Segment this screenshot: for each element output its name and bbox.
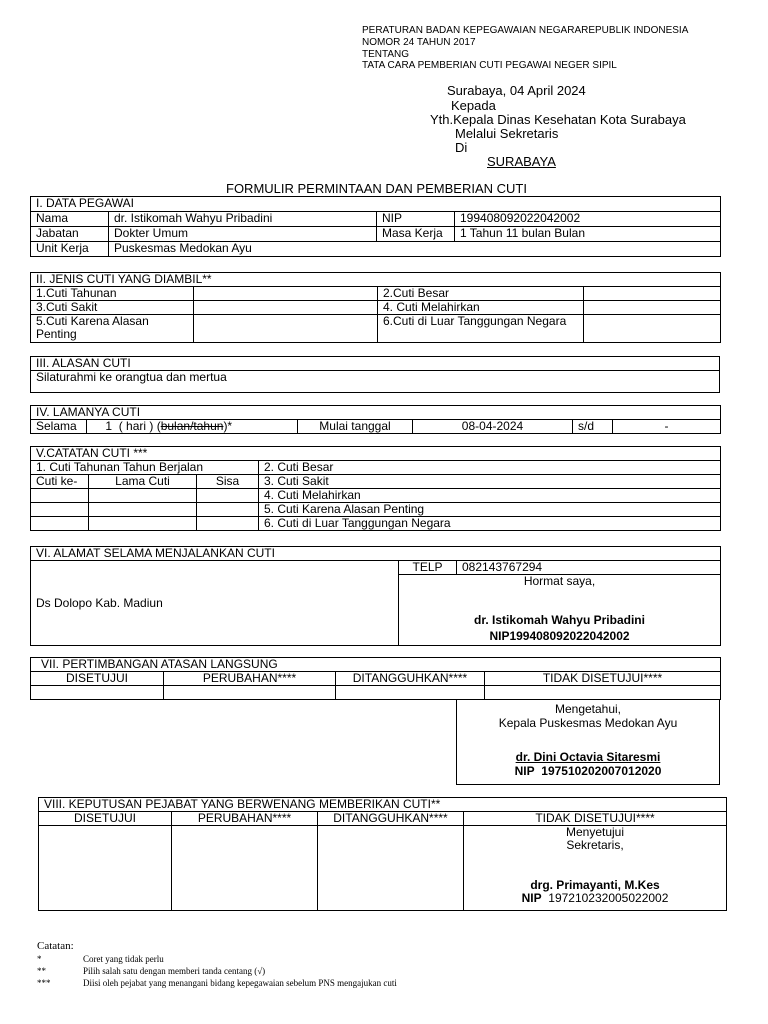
section-alasan-cuti: [30, 356, 720, 393]
note-mark: **: [37, 966, 46, 976]
leave-type: 5.Cuti Karena Alasan Penting: [31, 315, 194, 343]
column-header: DITANGGUHKAN****: [318, 812, 464, 826]
regulation-line-4: TATA CARA PEMBERIAN CUTI PEGAWAI NEGER SIPIL: [362, 60, 617, 71]
signer-name: drg. Primayanti, M.Kes: [530, 878, 660, 892]
section-keputusan-pejabat: [38, 797, 727, 911]
section-alamat: [30, 546, 721, 646]
section-catatan-cuti: [30, 446, 721, 531]
nip-label: NIP: [514, 764, 535, 778]
approve: Menyetujui: [565, 825, 625, 839]
leave-type-check[interactable]: [194, 287, 378, 301]
section-pertimbangan-atasan: [30, 657, 721, 700]
leave-type: 4. Cuti Melahirkan: [378, 301, 584, 315]
employee-nip: 199408092022042002: [455, 212, 721, 227]
column-header: PERUBAHAN****: [164, 672, 336, 686]
signer-nip: NIP199408092022042002: [489, 629, 630, 643]
field-label: Unit Kerja: [31, 242, 109, 257]
regulation-line-2: NOMOR 24 TAHUN 2017: [362, 37, 476, 48]
signer-name: dr. Dini Octavia Sitaresmi: [515, 750, 661, 764]
blank-cell: [31, 503, 89, 517]
start-date: 08-04-2024: [413, 420, 573, 434]
regulation-line-1: PERATURAN BADAN KEPEGAWAIAN NEGARAREPUBLIK INDONESIA: [362, 25, 689, 36]
employee-name: dr. Istikomah Wahyu Pribadini: [109, 212, 377, 227]
letter-via: Melalui Sekretaris: [455, 126, 559, 141]
leave-type-check[interactable]: [194, 301, 378, 315]
letter-place-date: Surabaya, 04 April 2024: [447, 83, 586, 98]
column-header: Lama Cuti: [89, 475, 197, 489]
signature-block: [399, 575, 721, 646]
phone-label: TELP: [399, 561, 457, 575]
field-label: Masa Kerja: [377, 227, 455, 242]
letter-city: SURABAYA: [487, 154, 556, 169]
blank-cell: [89, 503, 197, 517]
leave-type-check[interactable]: [194, 315, 378, 343]
leave-type: 3.Cuti Sakit: [31, 301, 194, 315]
notes-title: Catatan:: [37, 940, 74, 952]
decision-cell[interactable]: [172, 826, 318, 911]
leave-note: 3. Cuti Sakit: [259, 475, 721, 489]
leave-note: 5. Cuti Karena Alasan Penting: [259, 503, 721, 517]
column-header: DITANGGUHKAN****: [336, 672, 485, 686]
blank-cell: [197, 503, 259, 517]
section-title: VI. ALAMAT SELAMA MENJALANKAN CUTI: [31, 547, 721, 561]
until-label: s/d: [573, 420, 613, 434]
nip-value: 197210232005022002: [548, 891, 669, 905]
section-title: III. ALASAN CUTI: [31, 357, 720, 371]
decision-cell[interactable]: [318, 826, 464, 911]
ack: Mengetahui,: [554, 702, 622, 716]
note-text: Pilih salah satu dengan memberi tanda centang (√): [83, 966, 266, 976]
leave-type-check[interactable]: [584, 287, 721, 301]
section-title: V.CATATAN CUTI ***: [31, 447, 721, 461]
official-signature: [464, 826, 727, 911]
column-header: TIDAK DISETUJUI****: [485, 672, 721, 686]
note-text: Coret yang tidak perlu: [83, 954, 164, 964]
duration-label: Selama: [31, 420, 87, 434]
signer-nip: [457, 764, 719, 778]
field-label: NIP: [377, 212, 455, 227]
duration-unit-tail: )*: [223, 419, 233, 433]
decision-cell[interactable]: [39, 826, 172, 911]
column-header: TIDAK DISETUJUI****: [464, 812, 727, 826]
employee-position: Dokter Umum: [109, 227, 377, 242]
section-lamanya-cuti: [30, 405, 721, 434]
start-label: Mulai tanggal: [298, 420, 413, 434]
duration-number: 1: [105, 419, 113, 433]
duration-unit: ( hari ) (: [118, 419, 161, 433]
section-title: VII. PERTIMBANGAN ATASAN LANGSUNG: [31, 658, 721, 672]
regulation-line-3: TENTANG: [362, 49, 410, 60]
blank-cell: [31, 489, 89, 503]
end-date: -: [613, 420, 721, 434]
letter-to: Kepada: [451, 98, 496, 113]
form-title: FORMULIR PERMINTAAN DAN PEMBERIAN CUTI: [226, 181, 527, 196]
leave-type: 1.Cuti Tahunan: [31, 287, 194, 301]
section-title: I. DATA PEGAWAI: [31, 197, 721, 212]
leave-note: 2. Cuti Besar: [259, 461, 721, 475]
field-label: Jabatan: [31, 227, 109, 242]
note-mark: *: [37, 954, 42, 964]
decision-cell[interactable]: [31, 686, 164, 700]
decision-cell[interactable]: [164, 686, 336, 700]
note-text: Diisi oleh pejabat yang menangani bidang kepegawaian sebelum PNS mengajukan cuti: [83, 978, 397, 988]
employee-unit: Puskesmas Medokan Ayu: [109, 242, 721, 257]
supervisor-signature: [456, 700, 720, 785]
section-data-pegawai: [30, 196, 721, 257]
field-label: Nama: [31, 212, 109, 227]
column-header: PERUBAHAN****: [172, 812, 318, 826]
role: Sekretaris,: [566, 838, 624, 852]
blank-cell: [89, 517, 197, 531]
leave-reason: Silaturahmi ke orangtua dan mertua: [31, 371, 720, 393]
column-header: DISETUJUI: [31, 672, 164, 686]
closing: Hormat saya,: [523, 574, 596, 588]
annual-leave-label: 1. Cuti Tahunan Tahun Berjalan: [31, 461, 259, 475]
leave-note: 6. Cuti di Luar Tanggungan Negara: [259, 517, 721, 531]
column-header: DISETUJUI: [39, 812, 172, 826]
blank-cell: [31, 517, 89, 531]
signer-name: dr. Istikomah Wahyu Pribadini: [474, 613, 645, 627]
decision-cell[interactable]: [485, 686, 721, 700]
note-mark: ***: [37, 978, 51, 988]
section-title: II. JENIS CUTI YANG DIAMBIL**: [31, 273, 721, 287]
leave-type: 6.Cuti di Luar Tanggungan Negara: [378, 315, 584, 343]
column-header: Sisa: [197, 475, 259, 489]
blank-cell: [89, 489, 197, 503]
blank-cell: [197, 517, 259, 531]
leave-type: 2.Cuti Besar: [378, 287, 584, 301]
letter-at: Di: [455, 140, 468, 155]
letter-recipient: Yth.Kepala Dinas Kesehatan Kota Surabaya: [430, 112, 686, 127]
duration-value: [87, 420, 298, 434]
leave-address: Ds Dolopo Kab. Madiun: [31, 561, 399, 646]
decision-cell[interactable]: [336, 686, 485, 700]
nip-value: 197510202007012020: [541, 764, 662, 778]
leave-note: 4. Cuti Melahirkan: [259, 489, 721, 503]
phone-number: 082143767294: [457, 561, 721, 575]
leave-type-check[interactable]: [584, 301, 721, 315]
section-title: VIII. KEPUTUSAN PEJABAT YANG BERWENANG MEMBERIKAN CUTI**: [39, 798, 727, 812]
leave-type-check[interactable]: [584, 315, 721, 343]
role: Kepala Puskesmas Medokan Ayu: [498, 716, 678, 730]
nip-label: NIP: [521, 891, 542, 905]
section-title: IV. LAMANYA CUTI: [31, 406, 721, 420]
signer-nip: [469, 892, 721, 905]
section-jenis-cuti: [30, 272, 721, 343]
column-header: Cuti ke-: [31, 475, 89, 489]
blank-cell: [197, 489, 259, 503]
employee-tenure: 1 Tahun 11 bulan Bulan: [455, 227, 721, 242]
duration-unit-struck: bulan/tahun: [160, 419, 224, 433]
